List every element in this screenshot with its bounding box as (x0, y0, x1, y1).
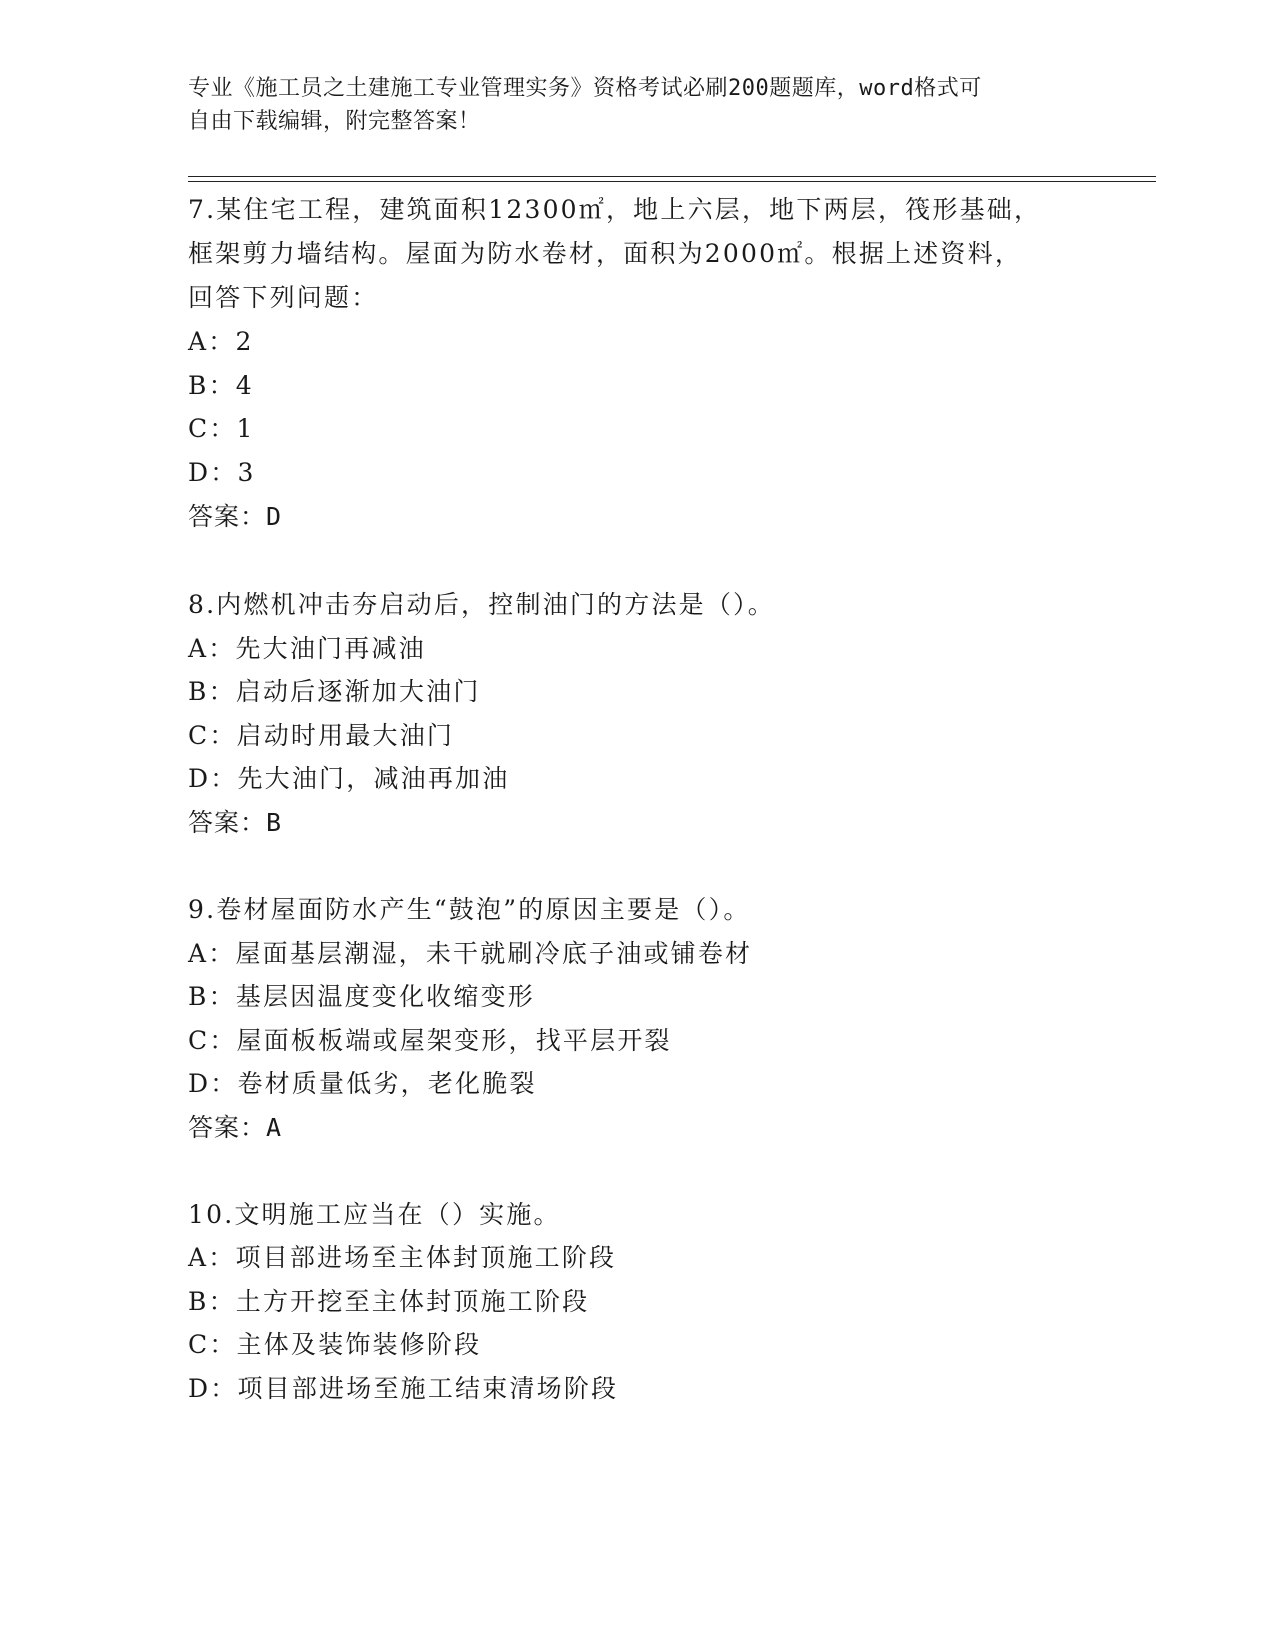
document-header (188, 72, 1088, 138)
question-7-option-a: A：2 (188, 327, 254, 356)
header-line-2: 自由下载编辑，附完整答案！ (188, 109, 481, 134)
answer-value: A (266, 1113, 283, 1142)
answer-label: 答案： (188, 502, 267, 531)
header-line-1: 专业《施工员之土建施工专业管理实务》资格考试必刷200题题库，word格式可 (188, 76, 982, 101)
question-9-option-d: D：卷材质量低劣，老化脆裂 (188, 1069, 537, 1098)
question-10-stem-line-1: 10.文明施工应当在（）实施。 (188, 1200, 561, 1229)
question-8-option-c: C：启动时用最大油门 (188, 721, 455, 750)
question-10-option-c: C：主体及装饰装修阶段 (188, 1330, 482, 1359)
header-divider-top (188, 176, 1156, 177)
answer-value: D (266, 502, 283, 531)
question-7-stem-line-3: 回答下列问题： (188, 283, 379, 312)
question-8-option-d: D：先大油门，减油再加油 (188, 764, 510, 793)
question-7-option-b: B：4 (188, 371, 254, 400)
question-9-option-c: C：屋面板板端或屋架变形，找平层开裂 (188, 1026, 672, 1055)
question-10-option-a: A：项目部进场至主体封顶施工阶段 (188, 1243, 617, 1272)
question-8-option-b: B：启动后逐渐加大油门 (188, 677, 481, 706)
header-divider-bottom (188, 181, 1156, 182)
answer-label: 答案： (188, 1113, 267, 1142)
question-9-option-b: B：基层因温度变化收缩变形 (188, 982, 535, 1011)
question-7-option-d: D：3 (188, 458, 256, 487)
question-8-answer (188, 803, 282, 839)
question-7-answer (188, 497, 282, 533)
question-8-option-a: A：先大油门再减油 (188, 634, 426, 663)
question-10-option-b: B：土方开挖至主体封顶施工阶段 (188, 1287, 590, 1316)
question-7-stem-line-1: 7.某住宅工程，建筑面积12300㎡，地上六层，地下两层，筏形基础， (188, 195, 1042, 224)
answer-label: 答案： (188, 808, 267, 837)
question-7-option-c: C：1 (188, 414, 255, 443)
question-9-stem-line-1: 9.卷材屋面防水产生“鼓泡”的原因主要是（）。 (188, 895, 751, 924)
question-10-option-d: D：项目部进场至施工结束清场阶段 (188, 1374, 619, 1403)
question-9-answer (188, 1108, 282, 1144)
question-7-stem-line-2: 框架剪力墙结构。屋面为防水卷材，面积为2000㎡。根据上述资料， (188, 239, 1023, 268)
answer-value: B (266, 808, 283, 837)
question-9-option-a: A：屋面基层潮湿，未干就刷冷底子油或铺卷材 (188, 939, 753, 968)
question-8-stem-line-1: 8.内燃机冲击夯启动后，控制油门的方法是（）。 (188, 590, 775, 619)
